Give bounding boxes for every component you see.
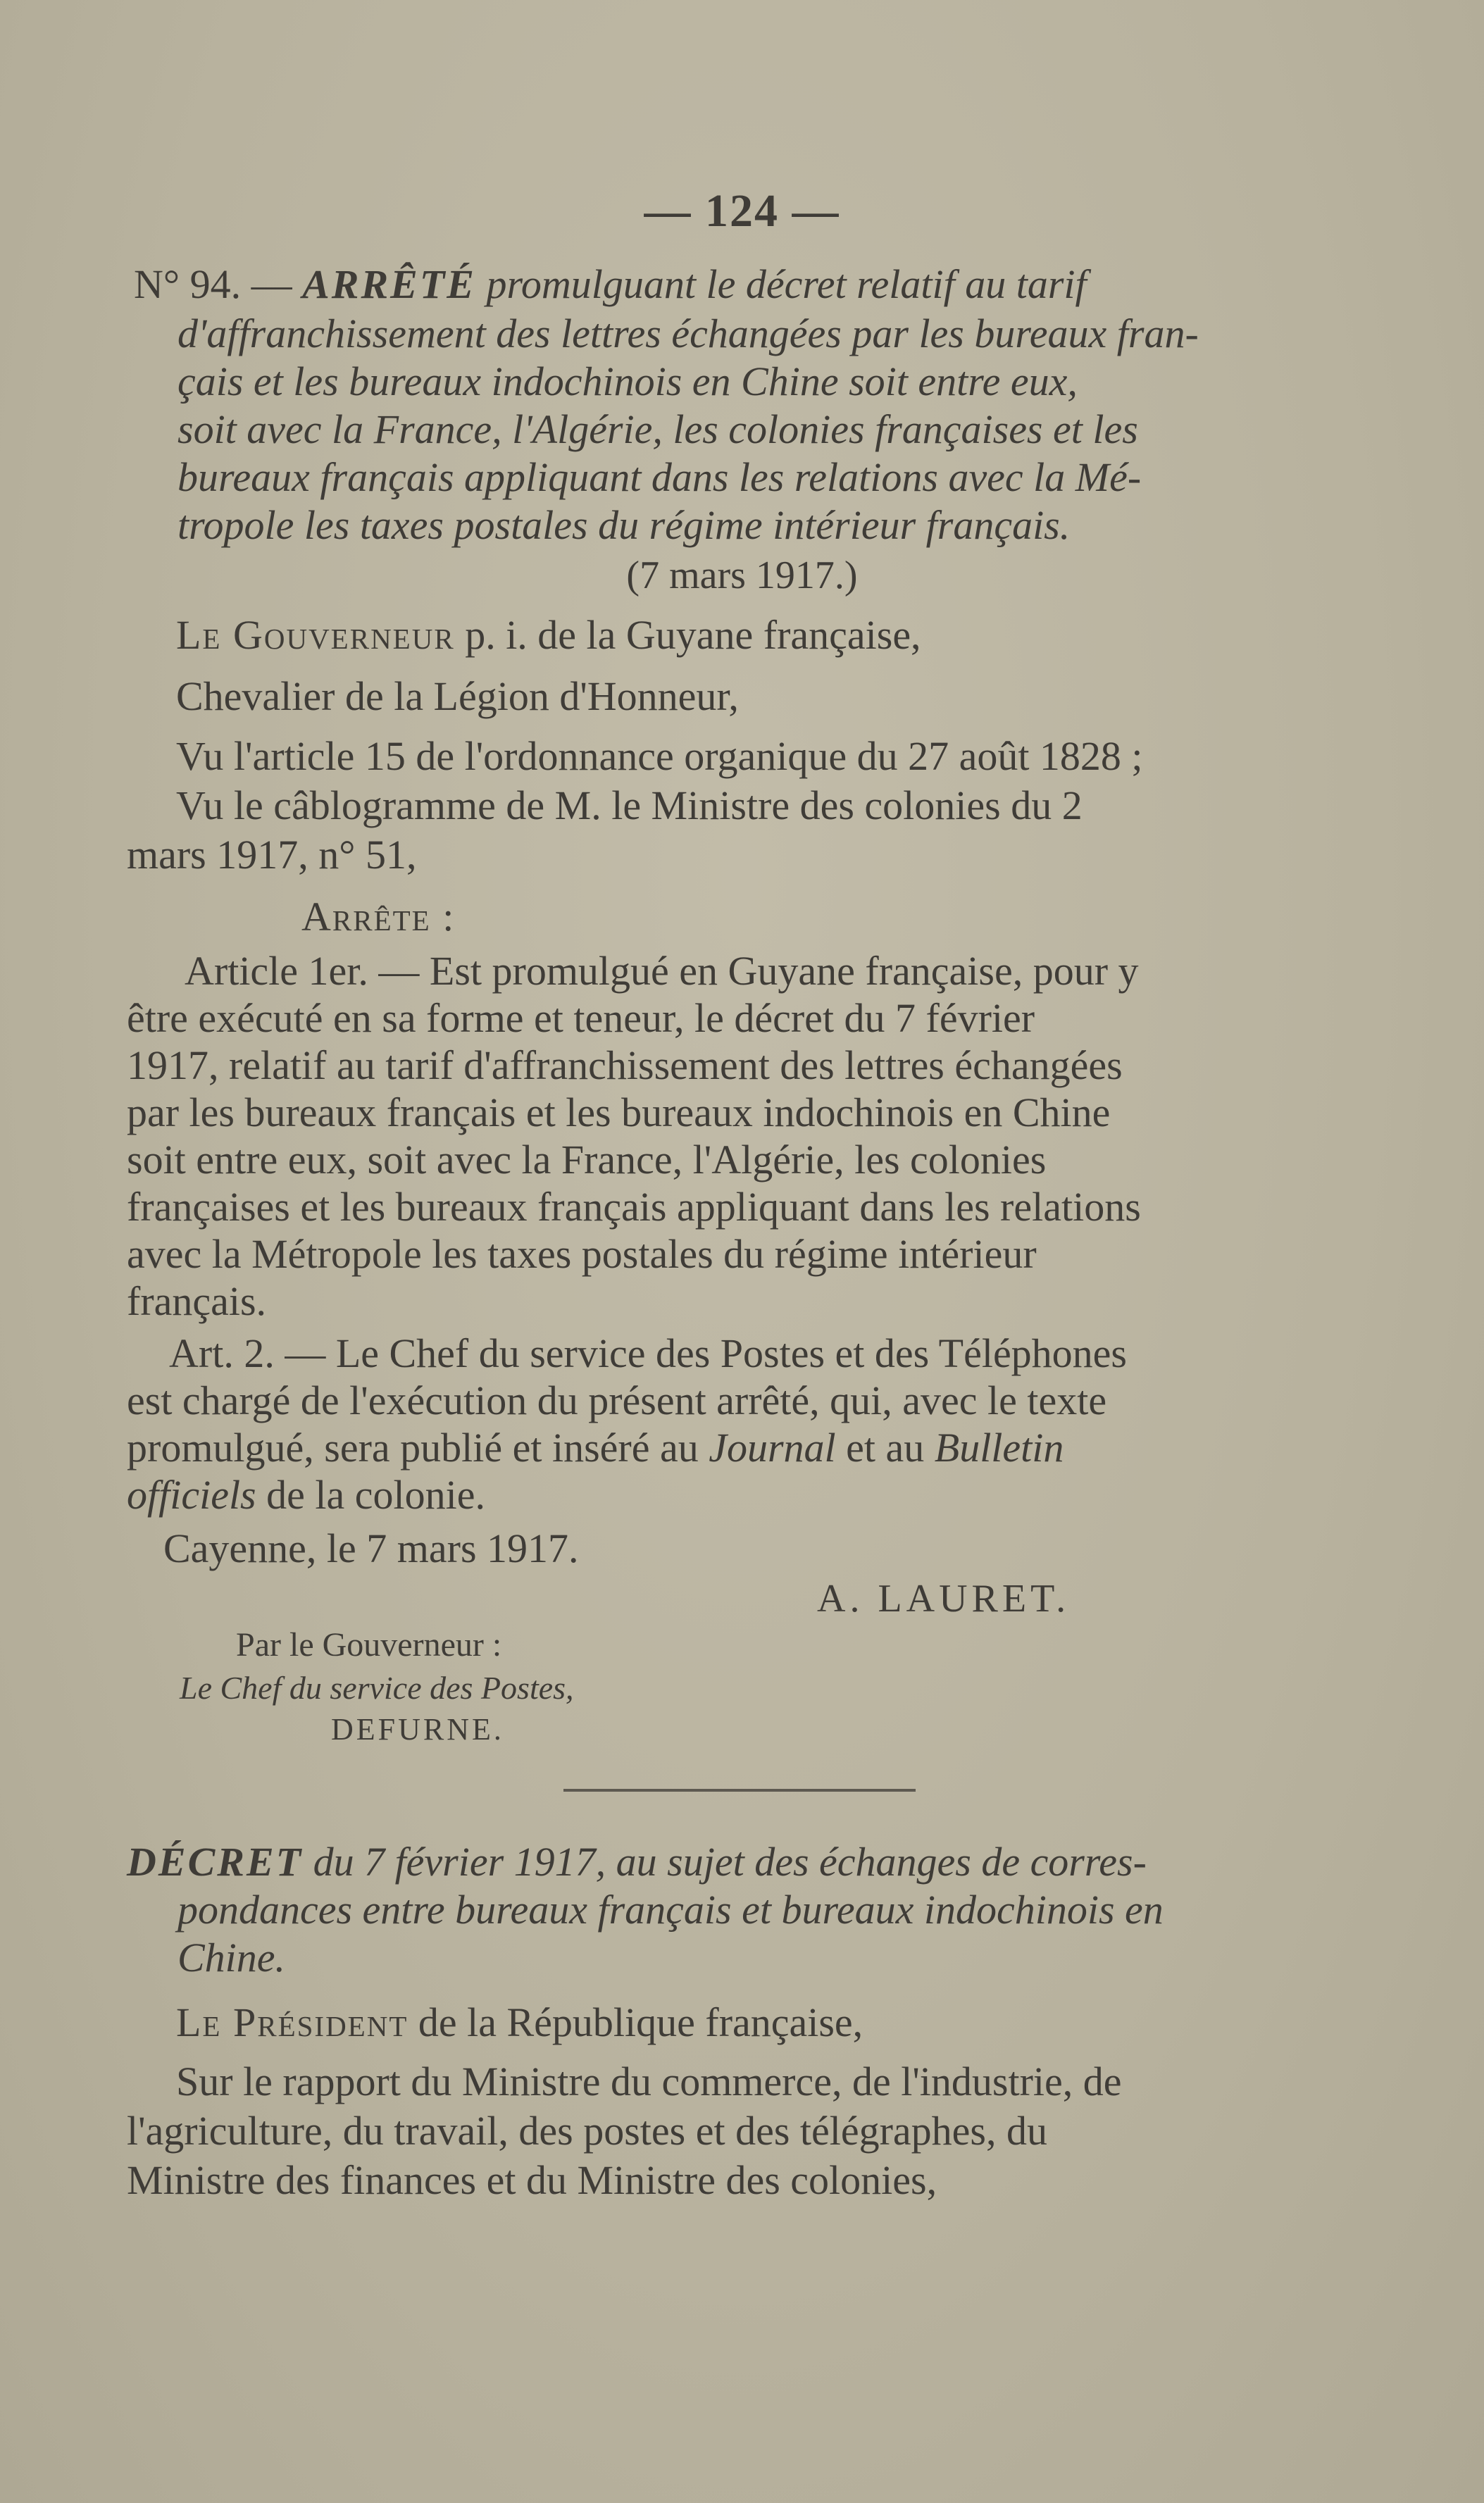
decret-title-line-1 [127, 1838, 1147, 1885]
art2-line-1: Art. 2. — Le Chef du service des Postes et des Téléphones [169, 1330, 1127, 1376]
art1-line-3: 1917, relatif au tarif d'affranchissement des lettres échangées [127, 1042, 1123, 1088]
journal-word: Journal [709, 1425, 836, 1471]
art1-line-7: avec la Métropole les taxes postales du régime intérieur [127, 1231, 1037, 1277]
page-number: — 124 — [644, 185, 840, 237]
decret-title-line-3: Chine. [177, 1935, 286, 1980]
art2-line-3 [127, 1424, 1064, 1471]
governor-rest: p. i. de la Guyane française, [454, 612, 921, 658]
art1-line-1: Article 1er. — Est promulgué en Guyane française, pour y [185, 948, 1139, 994]
arrete-title-line-5: bureaux français appliquant dans les relations avec la Mé- [177, 454, 1142, 500]
art1-line-6: françaises et les bureaux français appliquant dans les relations [127, 1184, 1141, 1230]
art2-line-3a: promulgué, sera publié et inséré au [127, 1425, 709, 1471]
arrete-title-line-6: tropole les taxes postales du régime intérieur français. [177, 502, 1071, 548]
rapport-line-1: Sur le rapport du Ministre du commerce, de l'industrie, de [176, 2059, 1122, 2104]
arrete-dash: — [241, 261, 303, 307]
art1-line-2: être exécuté en sa forme et teneur, le décret du 7 février [127, 995, 1035, 1041]
officiels-word: officiels [127, 1472, 256, 1518]
art2-line-2: est chargé de l'exécution du présent arrêté, qui, avec le texte [127, 1378, 1107, 1423]
art1-line-5: soit entre eux, soit avec la France, l'Algérie, les colonies [127, 1137, 1047, 1182]
signature: A. LAURET. [817, 1577, 1071, 1621]
arrete-title-line-4: soit avec la France, l'Algérie, les colonies françaises et les [177, 406, 1138, 452]
decret-title-text-1: du 7 février 1917, au sujet des échanges de corres- [303, 1839, 1147, 1885]
arrete-title-line-2: d'affranchissement des lettres échangées par les bureaux fran- [177, 311, 1199, 356]
chef-postes: Le Chef du service des Postes, [180, 1670, 574, 1706]
arrete-label: Arrête : [301, 894, 456, 940]
vu-article-line: Vu l'article 15 de l'ordonnance organique du 27 août 1828 ; [176, 733, 1143, 779]
arrete-title-line-3: çais et les bureaux indochinois en Chine soit entre eux, [177, 358, 1078, 404]
decret-title-line-2: pondances entre bureaux français et bureaux indochinois en [177, 1887, 1164, 1933]
separator-rule [563, 1789, 916, 1792]
rapport-line-3: Ministre des finances et du Ministre des colonies, [127, 2157, 937, 2203]
arrete-number: N° 94. [134, 261, 242, 307]
art1-line-4: par les bureaux français et les bureaux indochinois en Chine [127, 1090, 1111, 1135]
art2-line-4b: de la colonie. [256, 1472, 485, 1518]
par-le-gouverneur: Par le Gouverneur : [236, 1626, 502, 1664]
arrete-title-line-1 [134, 261, 1087, 308]
place-date: Cayenne, le 7 mars 1917. [163, 1525, 579, 1571]
decret-heading-word: DÉCRET [127, 1839, 304, 1885]
arrete-title-text-1: promulguant le décret relatif au tarif [475, 261, 1087, 307]
arrete-heading-word: ARRÊTÉ [302, 261, 476, 307]
arrete-date: (7 mars 1917.) [626, 554, 858, 597]
bulletin-word: Bulletin [934, 1425, 1064, 1471]
chevalier-line: Chevalier de la Légion d'Honneur, [176, 673, 739, 719]
governor-line [176, 611, 921, 658]
art1-line-8: français. [127, 1278, 267, 1324]
art2-line-3b: et au [835, 1425, 935, 1471]
vu-cablogramme-cont: mars 1917, n° 51, [127, 832, 417, 878]
defurne-signature: DEFURNE. [331, 1712, 504, 1747]
president-line [176, 1999, 863, 2046]
president-title: Le Président [176, 1999, 409, 2045]
president-rest: de la République française, [408, 1999, 863, 2045]
art2-line-4 [127, 1471, 485, 1518]
governor-title: Le Gouverneur [176, 612, 455, 658]
rapport-line-2: l'agriculture, du travail, des postes et des télégraphes, du [127, 2108, 1047, 2154]
vu-cablogramme-line: Vu le câblogramme de M. le Ministre des colonies du 2 [176, 782, 1083, 828]
